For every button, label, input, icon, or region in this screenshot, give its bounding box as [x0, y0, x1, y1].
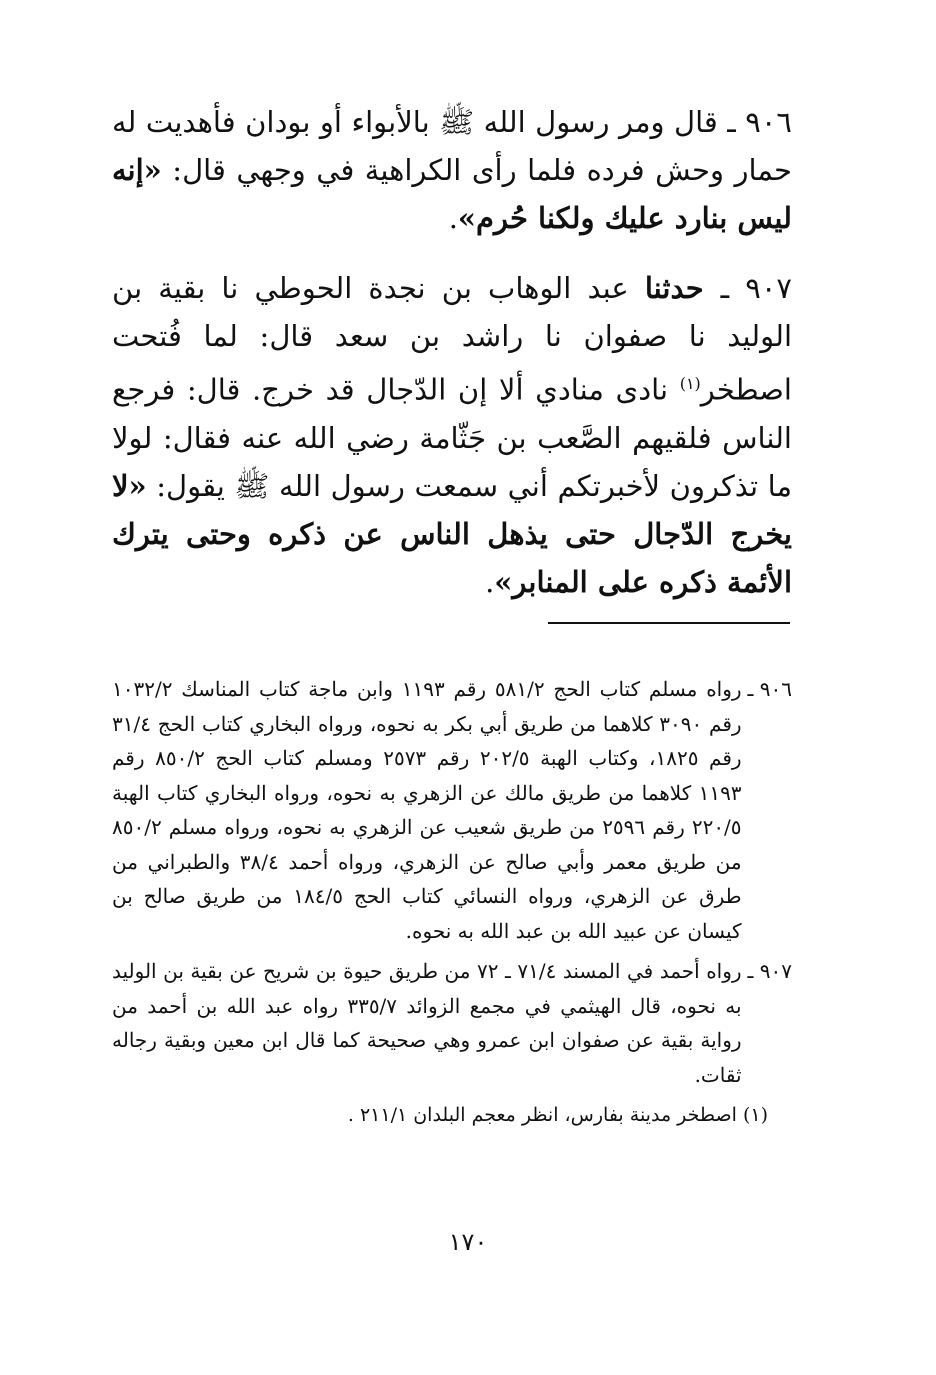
footnote-ref[interactable]: (١) — [679, 374, 701, 393]
hadith-number: ٩٠٦ ـ — [727, 105, 792, 139]
hadith-907 — [112, 264, 792, 606]
footnote-number: ٩٠٧ ـ — [747, 959, 792, 983]
footnotes — [112, 672, 792, 1132]
footnote-907 — [112, 954, 792, 1092]
hadith-lead: حدثنا — [644, 271, 721, 305]
footnote-text: رواه مسلم كتاب الحج ٥٨١/٢ رقم ١١٩٣ وابن ماجة كتاب المناسك ١٠٣٢/٢ رقم ٣٠٩٠ كلاهما من طريق أبي بكر به نحوه، ورواه البخاري كتاب الحج ٣١/٤ رقم ١٨٢٥، وكتاب الهبة ٢٠٢/٥ رقم ٢٥٧٣ ومسلم كتاب الحج ٨٥٠/٢ رقم ١١٩٣ كلاهما من طريق مالك عن الزهري به نحوه، ورواه البخاري كتاب الهبة ٢٢٠/٥ رقم ٢٥٩٦ من طريق شعيب عن الزهري به نحوه، ورواه مسلم ٨٥٠/٢ من طريق معمر وأبي صالح عن الزهري، ورواه أحمد ٣٨/٤ والطبراني من طرق عن الزهري، ورواه النسائي كتاب الحج ١٨٤/٥ من طريق صالح بن كيسان عن عبيد الله بن عبد الله به نحوه. — [112, 677, 742, 943]
hadith-906 — [112, 98, 792, 242]
hadith-text-continued: نادى منادي ألا إن الدّجال قد خرج. قال: فرجع الناس فلقيهم الصَّعب بن جَثّامة رضي الله عنه فقال: لولا ما تذكرون لأخبرتكم أني سمعت رسول الله ﷺ يقول: — [112, 372, 792, 503]
hadith-end: . — [448, 201, 458, 235]
hadith-text: عبد الوهاب بن نجدة الحوطي نا بقية بن الوليد نا صفوان نا راشد بن سعد قال: لما فُتحت اصطخر — [112, 271, 792, 407]
footnote-text: رواه أحمد في المسند ٧١/٤ ـ ٧٢ من طريق حيوة بن شريح عن بقية بن الوليد به نحوه، قال الهيثمي في مجمع الزوائد ٣٣٥/٧ رواه عبد الله بن أحمد من رواية بقية عن صفوان ابن عمرو وهي صحيحة كما قال ابن معين وبقية رجاله ثقات. — [112, 959, 742, 1087]
hadith-number: ٩٠٧ ـ — [720, 271, 793, 305]
hadith-end: . — [485, 564, 495, 599]
hadith-quote: «إنه ليس بنارد عليك ولكنا حُرم» — [112, 153, 792, 235]
main-text — [112, 98, 792, 606]
hadith-quote: «لا يخرج الدّجال حتى يذهل الناس عن ذكره وحتى يترك الأئمة ذكره على المنابر» — [112, 468, 792, 599]
footnote-906 — [112, 672, 792, 948]
footnote-number: ٩٠٦ ـ — [747, 677, 792, 701]
page-number: ١٧٠ — [448, 1228, 488, 1256]
hadith-text: قال ومر رسول الله ﷺ بالأبواء أو بودان فأهديت له حمار وحش فرده فلما رأى الكراهية في وجهي قال: — [112, 105, 792, 187]
footnote-1: (١) اصطخر مدينة بفارس، انظر معجم البلدان ٢١١/١ . — [347, 1104, 768, 1126]
footnote-divider — [548, 622, 790, 624]
